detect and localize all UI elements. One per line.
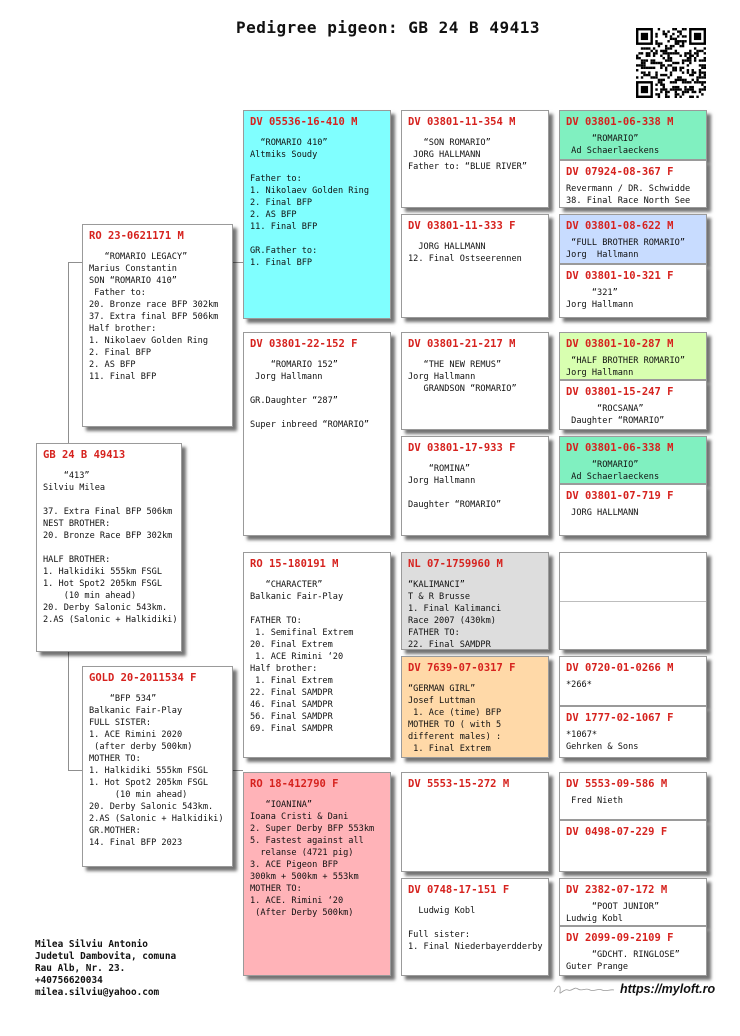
ring-number: DV 7639-07-0317 F [408, 662, 516, 674]
ancestor-card [401, 772, 549, 872]
ring-number: GOLD 20-2011534 F [89, 672, 197, 684]
text-line: Altmiks Soudy [250, 150, 318, 160]
text-line: 1. Hot Spot2 205km FSGL [89, 778, 208, 788]
ancestor-card [401, 332, 549, 430]
text-line: 11. Final BFP [250, 222, 318, 232]
text-line: 20. Bronze Race BFP 302km [43, 531, 173, 541]
text-line: “ROMARIO 152” [250, 360, 338, 370]
ring-number: DV 03801-15-247 F [566, 386, 674, 398]
text-line: Ioana Cristi & Dani [250, 812, 349, 822]
ancestor-card [401, 878, 549, 976]
text-line: 1. Nikolaev Golden Ring [250, 186, 369, 196]
text-line: (after derby 500km) [89, 742, 193, 752]
text-line: 1. Nikolaev Golden Ring [89, 336, 208, 346]
text-line: “321” [566, 288, 618, 298]
text-line: 5. Fastest against all [250, 836, 364, 846]
text-line: Full sister: [408, 930, 471, 940]
text-line: 20. Derby Salonic 543km. [89, 802, 214, 812]
ring-number: DV 03801-11-333 F [408, 220, 516, 232]
ring-number: DV 1777-02-1067 F [566, 712, 674, 724]
text-line: 300km + 500km + 553km [250, 872, 359, 882]
text-line [250, 407, 384, 419]
text-line: Jorg Hallmann [566, 250, 639, 260]
text-line: Ad Schaerlaeckens [566, 472, 660, 482]
text-line: +40756620034 [35, 975, 103, 986]
text-line [408, 487, 542, 499]
text-line: JORG HALLMANN [408, 242, 486, 252]
text-line [250, 383, 384, 395]
text-line: relanse (4721 pig) [250, 848, 354, 858]
text-line: Revermann / DR. Schwidde [566, 184, 691, 194]
text-line: Half brother: [89, 324, 157, 334]
text-line [250, 161, 384, 173]
connector-line [68, 650, 69, 770]
ring-number: DV 03801-06-338 M [566, 116, 674, 128]
ancestor-card [559, 820, 707, 872]
text-line [250, 603, 384, 615]
text-line: “THE NEW REMUS” [408, 360, 502, 370]
text-line: “GDCHT. RINGLOSE” [566, 950, 680, 960]
ancestor-card [401, 552, 549, 650]
ring-number: DV 2382-07-172 M [566, 884, 668, 896]
ring-number: DV 5553-15-272 M [408, 778, 510, 790]
ring-number: DV 03801-10-287 M [566, 338, 674, 350]
ring-number: DV 03801-07-719 F [566, 490, 674, 502]
ancestor-card [559, 706, 707, 758]
text-line: “ROMARIO 410” [250, 138, 328, 148]
text-line: 1. ACE. Rimini ‘20 [250, 896, 344, 906]
mother-card [82, 666, 233, 867]
text-line: Ludwig Kobl [408, 906, 476, 916]
text-line: 11. Final BFP [89, 372, 157, 382]
text-line: Jorg Hallmann [408, 372, 476, 382]
ancestor-card [401, 656, 549, 758]
text-line: “FULL BROTHER ROMARIO” [566, 238, 685, 248]
text-line: 69. Final SAMDPR [250, 724, 333, 734]
text-line: 1. Hot Spot2 205km FSGL [43, 579, 162, 589]
ring-number: DV 03801-10-321 F [566, 270, 674, 282]
ancestor-card [559, 484, 707, 536]
text-line: JORG HALLMANN [566, 508, 639, 518]
text-line: Daughter “ROMARIO” [408, 500, 502, 510]
divider [560, 601, 706, 602]
text-line: “BFP 534” [89, 694, 157, 704]
ring-number: RO 23-0621171 M [89, 230, 184, 242]
ancestor-card [401, 110, 549, 208]
text-line: “413” [43, 471, 90, 481]
pigeon-card [36, 443, 182, 652]
text-line: (10 min ahead) [89, 790, 188, 800]
text-line: *266* [566, 680, 592, 690]
ring-number: DV 03801-17-933 F [408, 442, 516, 454]
text-line: Half brother: [250, 664, 318, 674]
text-line: 3. ACE Pigeon BFP [250, 860, 338, 870]
owner-contact [35, 939, 176, 999]
connector-line [68, 262, 69, 444]
text-line: 1. Final Extrem [250, 676, 333, 686]
website-link[interactable]: https://myloft.ro [620, 982, 716, 996]
text-line: FULL SISTER: [89, 718, 152, 728]
text-line: “CHARACTER” [250, 580, 323, 590]
text-line: MOTHER TO: [89, 754, 141, 764]
text-line: 22. Final SAMDPR [250, 688, 333, 698]
text-line: “POOT JUNIOR” [566, 902, 660, 912]
connector-line [233, 770, 243, 771]
ancestor-card [559, 160, 707, 208]
connector-line [233, 262, 243, 263]
ring-number: DV 0748-17-151 F [408, 884, 510, 896]
qr-code-icon [636, 28, 706, 98]
text-line: 1. Halkidiki 555km FSGL [89, 766, 208, 776]
text-line: different males) : [408, 732, 502, 742]
text-line: 22. Final SAMDPR [408, 640, 491, 650]
grandfather-mother-card [243, 552, 391, 758]
father-card [82, 224, 233, 427]
text-line: Fred Nieth [566, 796, 623, 806]
text-line: Josef Luttman [408, 696, 476, 706]
ring-number: RO 15-180191 M [250, 558, 339, 570]
text-line: “HALF BROTHER ROMARIO” [566, 356, 685, 366]
text-line: Balkanic Fair-Play [250, 592, 344, 602]
signature-icon [552, 980, 616, 998]
text-line: Judetul Dambovita, comuna [35, 951, 177, 962]
text-line: 1. Ace (time) BFP [408, 708, 502, 718]
text-line: 37. Extra final BFP 506km [89, 312, 219, 322]
text-line: “SON ROMARIO” [408, 138, 491, 148]
text-line: 1. Final Extrem [408, 744, 491, 754]
grandfather-father-card [243, 110, 391, 319]
text-line: Super inbreed “ROMARIO” [250, 420, 369, 430]
ring-number: DV 5553-09-586 M [566, 778, 668, 790]
ring-number: DV 07924-08-367 F [566, 166, 674, 178]
ancestor-card [559, 656, 707, 706]
text-line: “ROMINA” [408, 464, 471, 474]
ring-number: DV 0498-07-229 F [566, 826, 668, 838]
text-line: Ad Schaerlaeckens [566, 146, 660, 156]
connector-line [68, 262, 82, 263]
text-line: Guter Prange [566, 962, 629, 972]
ring-number: NL 07-1759960 M [408, 558, 503, 570]
text-line: 1. ACE Rimini 2020 [89, 730, 183, 740]
page-title: Pedigree pigeon: GB 24 B 49413 [236, 18, 540, 37]
text-line: 1. Halkidiki 555km FSGL [43, 567, 162, 577]
ring-number: DV 03801-21-217 M [408, 338, 516, 350]
text-line: Milea Silviu Antonio [35, 939, 148, 950]
text-line [43, 542, 175, 554]
ancestor-card [559, 772, 707, 820]
ancestor-card [401, 214, 549, 318]
text-line: 1. Final Niederbayerdderby [408, 942, 543, 952]
ancestor-card [559, 110, 707, 160]
text-line: Marius Constantin [89, 264, 177, 274]
text-line: 2. Final BFP [250, 198, 313, 208]
text-line: Father to: [89, 288, 146, 298]
ancestor-card [401, 436, 549, 536]
text-line: “ROMARIO” [566, 460, 639, 470]
ancestor-card [559, 926, 707, 976]
text-line: Father to: “BLUE RIVER” [408, 162, 527, 172]
text-line: Balkanic Fair-Play [89, 706, 183, 716]
text-line: 38. Final Race North See [566, 196, 691, 206]
text-line: milea.silviu@yahoo.com [35, 987, 160, 998]
text-line: “KALIMANCI” [408, 580, 465, 590]
text-line: 2.AS (Salonic + Halkidiki) [89, 814, 224, 824]
ancestor-card [559, 436, 707, 484]
text-line: MOTHER TO: [250, 884, 302, 894]
ring-number: DV 2099-09-2109 F [566, 932, 674, 944]
text-line: 2. AS BFP [89, 360, 136, 370]
ancestor-card [559, 878, 707, 926]
text-line: (After Derby 500km) [250, 908, 354, 918]
text-line: *1067* [566, 730, 598, 740]
text-line: Rau Alb, Nr. 23. [35, 963, 126, 974]
text-line: Race 2007 (430km) [408, 616, 496, 626]
text-line: “ROMARIO” [566, 134, 639, 144]
text-line: HALF BROTHER: [43, 555, 111, 565]
text-line [43, 494, 175, 506]
text-line: Jorg Hallmann [408, 476, 476, 486]
ancestor-card [559, 332, 707, 380]
text-line: 2.AS (Salonic + Halkidiki) [43, 615, 178, 625]
text-line: GR.Father to: [250, 246, 318, 256]
text-line: “ROCSANA” [566, 404, 644, 414]
text-line: FATHER TO: [250, 616, 302, 626]
text-line: 1. Semifinal Extrem [250, 628, 354, 638]
text-line: 2. Super Derby BFP 553km [250, 824, 375, 834]
text-line: Silviu Milea [43, 483, 106, 493]
ring-number: DV 03801-22-152 F [250, 338, 358, 350]
text-line [408, 917, 542, 929]
text-line: Ludwig Kobl [566, 914, 623, 924]
text-line: MOTHER TO ( with 5 [408, 720, 502, 730]
ring-number: DV 05536-16-410 M [250, 116, 358, 128]
text-line: 1. ACE Rimini ‘20 [250, 652, 344, 662]
ring-number: DV 03801-11-354 M [408, 116, 516, 128]
text-line: 14. Final BFP 2023 [89, 838, 183, 848]
text-line: Gehrken & Sons [566, 742, 639, 752]
text-line: GRANDSON “ROMARIO” [408, 384, 517, 394]
ring-number: GB 24 B 49413 [43, 449, 126, 461]
ring-number: DV 0720-01-0266 M [566, 662, 674, 674]
text-line: NEST BROTHER: [43, 519, 111, 529]
ancestor-card [559, 214, 707, 264]
text-line [250, 233, 384, 245]
grandmother-mother-card [243, 772, 391, 976]
ancestor-card [559, 264, 707, 318]
ring-number: DV 03801-06-338 M [566, 442, 674, 454]
ancestor-card [559, 380, 707, 430]
text-line: 1. Final BFP [250, 258, 313, 268]
ring-number: DV 03801-08-622 M [566, 220, 674, 232]
text-line: (10 min ahead) [43, 591, 137, 601]
text-line: FATHER TO: [408, 628, 460, 638]
text-line: SON “ROMARIO 410” [89, 276, 177, 286]
text-line: Jorg Hallmann [566, 300, 634, 310]
text-line: 20. Derby Salonic 543km. [43, 603, 168, 613]
text-line: 2. Final BFP [89, 348, 152, 358]
text-line: 37. Extra Final BFP 506km [43, 507, 173, 517]
text-line: “GERMAN GIRL” [408, 684, 476, 694]
text-line: JORG HALLMANN [408, 150, 481, 160]
text-line: GR.MOTHER: [89, 826, 141, 836]
text-line: Father to: [250, 174, 302, 184]
text-line: GR.Daughter “287” [250, 396, 338, 406]
grandmother-father-card [243, 332, 391, 536]
text-line: “IOANINA” [250, 800, 313, 810]
text-line: Jorg Hallmann [566, 368, 634, 378]
text-line: 20. Final Extrem [250, 640, 333, 650]
text-line: 56. Final SAMDPR [250, 712, 333, 722]
text-line: 1. Final Kalimanci [408, 604, 502, 614]
ring-number: RO 18-412790 F [250, 778, 339, 790]
text-line: Jorg Hallmann [250, 372, 323, 382]
connector-line [68, 770, 82, 771]
text-line: Daughter “ROMARIO” [566, 416, 665, 426]
text-line: 2. AS BFP [250, 210, 297, 220]
text-line: 12. Final Ostseerennen [408, 254, 522, 264]
text-line: T & R Brusse [408, 592, 471, 602]
text-line: 20. Bronze race BFP 302km [89, 300, 219, 310]
text-line: “ROMARIO LEGACY” [89, 252, 188, 262]
text-line: 46. Final SAMDPR [250, 700, 333, 710]
